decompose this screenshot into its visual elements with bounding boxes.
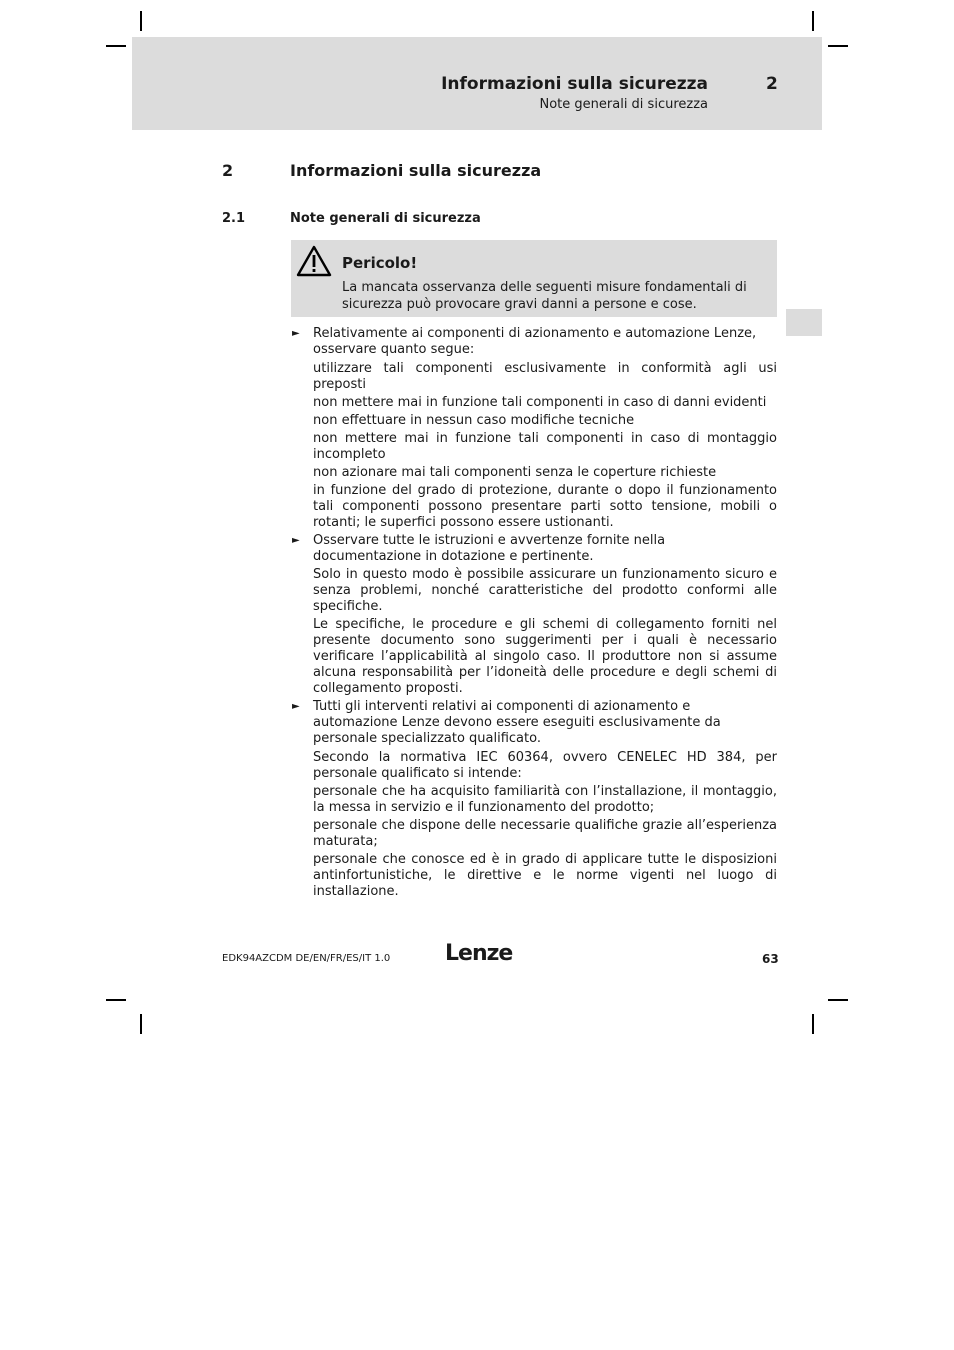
crop-mark [812, 1014, 814, 1034]
paragraph: Secondo la normativa IEC 60364, ovvero CENELEC HD 384, per personale qualificato si intende: [313, 750, 777, 781]
paragraph: Le specifiche, le procedure e gli schemi di collegamento forniti nel presente documento sono suggerimenti per i quali è necessario verificare l’applicabilità al singolo caso. Il produttore non si assume alcuna responsabilità per l’idoneità delle procedure e degli schemi di collegamento proposti. [313, 617, 777, 696]
running-header-chapter-number: 2 [766, 74, 778, 94]
page-number: 63 [762, 952, 779, 966]
paragraph: utilizzare tali componenti esclusivamente in conformità agli usi preposti [313, 361, 777, 392]
paragraph: non mettere mai in funzione tali componenti in caso di danni evidenti [313, 395, 767, 410]
running-header-subtitle: Note generali di sicurezza [539, 97, 708, 112]
document-id: EDK94AZCDM DE/EN/FR/ES/IT 1.0 [222, 953, 391, 964]
crop-mark [106, 999, 126, 1001]
bullet-item [291, 533, 777, 565]
bullet-text: Osservare tutte le istruzioni e avvertenze fornite nella documentazione in dotazione e pertinente. [313, 533, 666, 564]
paragraph: personale che ha acquisito familiarità con l’installazione, il montaggio, la messa in servizio e il funzionamento del prodotto; [313, 784, 777, 815]
crop-mark [828, 45, 848, 47]
crop-mark [140, 1014, 142, 1034]
bullet-text: Relativamente ai componenti di azionamento e automazione Lenze, osservare quanto segue: [313, 326, 757, 357]
danger-notice [291, 240, 777, 317]
subsection-number: 2.1 [222, 211, 246, 226]
section-title: Informazioni sulla sicurezza [290, 161, 542, 180]
crop-mark [828, 999, 848, 1001]
crop-mark [140, 11, 142, 31]
running-header-title: Informazioni sulla sicurezza [441, 74, 708, 94]
danger-title: Pericolo! [342, 254, 418, 272]
paragraph: personale che dispone delle necessarie qualifiche grazie all’esperienza maturata; [313, 818, 777, 849]
bullet-arrow-icon: ► [292, 535, 300, 546]
chapter-side-tab [786, 309, 822, 336]
section-number: 2 [222, 161, 234, 180]
paragraph: Solo in questo modo è possibile assicurare un funzionamento sicuro e senza problemi, nonché caratteristiche del prodotto conformi alle specifiche. [313, 567, 777, 614]
paragraph: in funzione del grado di protezione, durante o dopo il funzionamento tali componenti possono presentare parti sotto tensione, mobili o rotanti; le superfici possono essere ustionanti. [313, 483, 777, 530]
bullet-item [291, 699, 777, 747]
paragraph: non effettuare in nessun caso modifiche tecniche [313, 413, 635, 428]
safety-content [291, 324, 777, 900]
bullet-arrow-icon: ► [292, 701, 300, 712]
paragraph: non mettere mai in funzione tali componenti in caso di montaggio incompleto [313, 431, 777, 462]
crop-mark [106, 45, 126, 47]
lenze-logo: Lenze [445, 941, 513, 966]
subsection-title: Note generali di sicurezza [290, 211, 481, 226]
crop-mark [812, 11, 814, 31]
bullet-text: Tutti gli interventi relativi ai componenti di azionamento e automazione Lenze devono essere eseguiti esclusivamente da personale specializzato qualificato. [313, 699, 721, 746]
warning-triangle-icon [295, 244, 333, 278]
danger-text: La mancata osservanza delle seguenti misure fondamentali di sicurezza può provocare gravi danni a persone e cose. [342, 280, 747, 312]
bullet-item [291, 326, 777, 358]
paragraph: personale che conosce ed è in grado di applicare tutte le disposizioni antinfortunistiche, le direttive e le norme vigenti nel luogo di installazione. [313, 852, 777, 899]
paragraph: non azionare mai tali componenti senza le coperture richieste [313, 465, 717, 480]
bullet-arrow-icon: ► [292, 328, 300, 339]
